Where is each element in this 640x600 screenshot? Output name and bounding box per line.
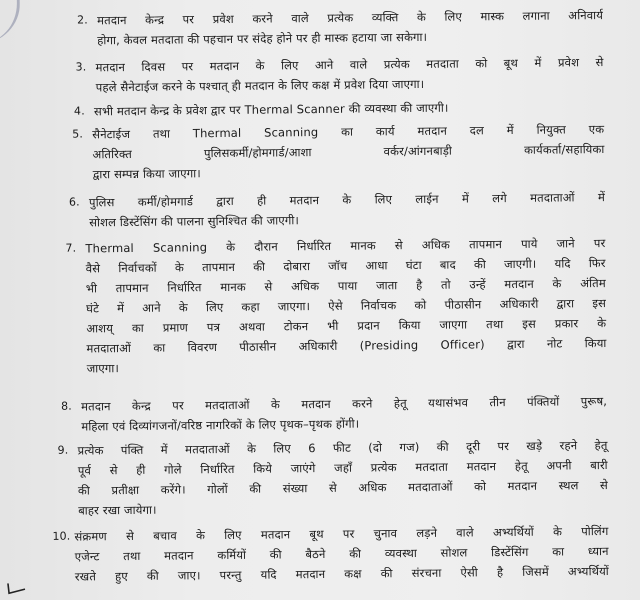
item-number: 7. bbox=[65, 241, 77, 255]
item-line: बाहर रखा जायेगा। bbox=[78, 502, 157, 518]
item-line: एजेन्ट तथा मतदान कर्मियों की बैठने की व्यवस्था सोशल डिस्टेंसिंग का ध्यान bbox=[74, 543, 609, 564]
list-item-7 bbox=[65, 233, 606, 379]
item-line: मतदान केन्द्र पर मतदाताओं के मतदान करने हेतू यथासंभव तीन पंक्तियों पुरूष, bbox=[81, 393, 608, 414]
list-item-8 bbox=[61, 391, 607, 437]
item-number: 3. bbox=[75, 60, 87, 74]
item-number: 4. bbox=[73, 104, 85, 118]
item-line: मतदान केन्द्र पर प्रवेश करने वाले प्रत्येक व्यक्ति के लिए मास्क लगाना अनिवार्य bbox=[96, 8, 604, 28]
list-item-3 bbox=[75, 52, 603, 98]
item-number: 5. bbox=[72, 127, 84, 141]
list-item-5 bbox=[72, 119, 605, 185]
list-item-9 bbox=[57, 435, 608, 521]
handwritten-tick-mark bbox=[5, 583, 27, 595]
list-item-2 bbox=[77, 5, 603, 51]
item-line: सोशल डिस्टेंसिंग की पालना सुनिश्चित की जाएगी। bbox=[89, 213, 300, 230]
item-line: पुलिस कर्मी/होमगार्ड द्वारा ही मतदान के लिए लाईन में लगे मतदाताओं में bbox=[88, 190, 606, 210]
item-line: जाएगा। bbox=[86, 361, 120, 376]
item-line: मतदान दिवस पर मतदान के लिए आने वाले प्रत्येक मतदाता को बूथ में प्रवेश से bbox=[95, 55, 604, 75]
item-line: पूर्व से ही गोले निर्धारित किये जाएंगे जहॉं प्रत्येक मतदाता मतदान हेतू अपनी बारी bbox=[77, 457, 608, 478]
item-line: आशय् का प्रमाण पत्र अथवा टोकन भी प्रदान किया जाएगा तथा इस प्रकार के bbox=[86, 316, 607, 336]
item-line: पहले सैनेटाईज करने के पश्चात् ही मतदान के लिए कक्ष में प्रवेश दिया जाएगा। bbox=[95, 76, 425, 95]
item-line: महिला एवं दिव्यांगजनों/वरिष्ठ नागरिकों के लिए पृथक–पृथक होंगी। bbox=[81, 416, 360, 434]
item-line: की प्रतीक्षा करेंगे। गोलों की संख्या से अधिक मतदाताओं को मतदान स्थल से bbox=[77, 477, 609, 498]
item-number: 6. bbox=[68, 195, 80, 209]
list-item-4 bbox=[74, 96, 604, 122]
item-line: संक्रमण से बचाव के लिए मतदान बूथ पर चुनाव लड़ने वाले अभ्यर्थियों के पोलिंग bbox=[74, 523, 609, 544]
item-line: सैनेटाईज तथा Thermal Scanning का कार्य मतदान दल में नियुक्त एक bbox=[92, 122, 605, 142]
item-line: घंटे में आने के लिए कहा जाएगा। ऐसे निर्वाचक को पीठासीन अधिकारी द्वारा इस bbox=[86, 296, 607, 316]
item-line: रखते हुए की जाए। परन्तु यदि मतदान कक्ष की संरचना ऐसी है जिसमें अभ्यर्थियों bbox=[74, 563, 609, 584]
item-line: मतदाताओं का विवरण पीठासीन अधिकारी (Presiding Officer) द्वारा नोट किया bbox=[86, 336, 607, 356]
item-line: अतिरिक्त पुलिसकर्मी/होमगार्ड/आशा वर्कर/आंगनबाड़ी कार्यकर्ता/सहायिका bbox=[92, 142, 605, 162]
item-line: प्रत्येक पंक्ति में मतदाताओं के लिए 6 फीट (दो गज) की दूरी पर खड़े रहने हेतू bbox=[77, 437, 608, 458]
item-number: 2. bbox=[76, 13, 88, 27]
item-line: होगा, केवल मतदाता की पहचान पर संदेह होने पर ही मास्क हटाया जा सकेगा। bbox=[97, 29, 428, 48]
list-item-6 bbox=[69, 187, 605, 233]
list-item-10 bbox=[52, 521, 609, 587]
item-line: भी तापमान निर्धारित मानक से अधिक पाया जाता है तो उन्हें मतदान के अंतिम bbox=[85, 276, 606, 296]
item-line: सभी मतदान केन्द्र के प्रवेश द्वार पर Thermal Scanner की व्यवस्था की जाएगी। bbox=[93, 100, 449, 119]
item-number: 10. bbox=[52, 529, 71, 543]
item-line: द्वारा सम्पन्न किया जाएगा। bbox=[92, 166, 201, 182]
item-line: Thermal Scanning के दौरान निर्धारित मानक से अधिक तापमान पाये जाने पर bbox=[85, 236, 606, 256]
item-number: 9. bbox=[57, 443, 69, 457]
item-number: 8. bbox=[61, 399, 72, 413]
item-line: वैसे निर्वाचकों के तापमान की दोबारा जॉच आधा घंटा बाद की जाएगी। यदि फिर bbox=[85, 256, 606, 276]
page-edge-curl bbox=[0, 0, 20, 44]
